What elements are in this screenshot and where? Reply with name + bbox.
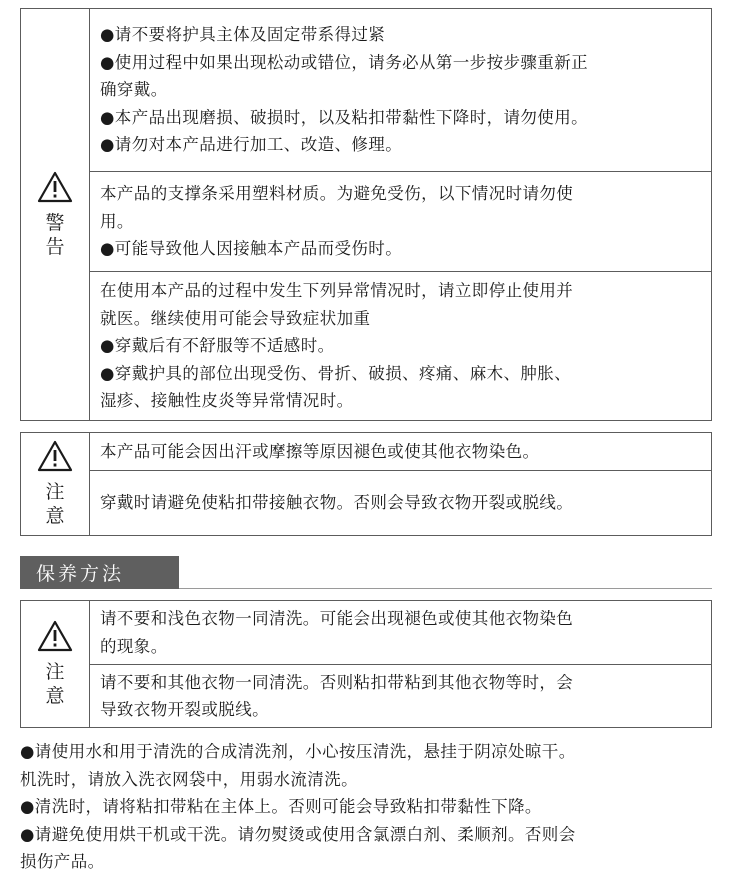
text-line: ●穿戴后有不舒服等不适感时。 (100, 336, 335, 356)
warning-cell-3 (90, 272, 711, 420)
warning-triangle-icon (37, 171, 73, 207)
text-line: ●请避免使用烘干机或干洗。请勿熨烫或使用含氯漂白剂、柔顺剂。否则会 (20, 824, 576, 844)
section-title: 保养方法 (20, 556, 179, 589)
care-caution-box (20, 600, 712, 728)
text-line: ●清洗时，请将粘扣带粘在主体上。否则可能会导致粘扣带黏性下降。 (20, 797, 542, 816)
warning-side (21, 9, 90, 420)
text-line: ●请使用水和用于清洗的合成清洗剂，小心按压清洗，悬挂于阴凉处晾干。 (20, 742, 576, 761)
section-divider (179, 588, 712, 589)
text-line: ●使用过程中如果出现松动或错位，请务必从第一步按步骤重新正 (100, 52, 588, 72)
care-caution-cell-1 (90, 601, 711, 665)
text-line: ●请不要将护具主体及固定带系得过紧 (100, 25, 386, 45)
caution-cell-1 (90, 433, 711, 471)
care-caution-side (21, 601, 90, 727)
caution-box (20, 432, 712, 536)
text-line: 的现象。 (100, 636, 168, 656)
warning-triangle-icon (37, 440, 73, 476)
care-caution-cell-2 (90, 665, 711, 727)
text-line: ●本产品出现磨损、破损时，以及粘扣带黏性下降时，请勿使用。 (100, 107, 588, 127)
text-line: 机洗时，请放入洗衣网袋中，用弱水流清洗。 (20, 769, 358, 789)
warning-box (20, 8, 712, 421)
warning-cell-1 (90, 9, 711, 172)
care-caution-label: 注意 (45, 661, 65, 707)
text-line: 请不要和其他衣物一同清洗。否则粘扣带粘到其他衣物等时，会 (100, 672, 574, 692)
text-line: ●可能导致他人因接触本产品而受伤时。 (100, 239, 403, 259)
text-line: 就医。继续使用可能会导致症状加重 (100, 308, 371, 328)
care-notes (20, 738, 720, 876)
text-line: 在使用本产品的过程中发生下列异常情况时，请立即停止使用并 (100, 281, 574, 301)
caution-label: 注意 (45, 481, 65, 527)
text-line: 用。 (100, 211, 134, 231)
text-line: 损伤产品。 (20, 852, 105, 871)
text-line: ●穿戴护具的部位出现受伤、骨折、破损、疼痛、麻木、肿胀、 (100, 363, 572, 383)
text-line: 导致衣物开裂或脱线。 (100, 700, 269, 719)
caution-side (21, 433, 90, 535)
caution-cell-2 (90, 471, 711, 535)
warning-cell-2 (90, 172, 711, 272)
text-line: 本产品可能会因出汗或摩擦等原因褪色或使其他衣物染色。 (100, 441, 540, 461)
warning-triangle-icon (37, 620, 73, 656)
text-line: 确穿戴。 (100, 80, 168, 100)
text-line: 请不要和浅色衣物一同清洗。可能会出现褪色或使其他衣物染色 (100, 609, 574, 628)
text-line: 湿疹、接触性皮炎等异常情况时。 (100, 391, 354, 411)
text-line: 穿戴时请避免使粘扣带接触衣物。否则会导致衣物开裂或脱线。 (100, 493, 574, 513)
warning-label: 警告 (45, 211, 65, 258)
text-line: ●请勿对本产品进行加工、改造、修理。 (100, 135, 403, 155)
text-line: 本产品的支撑条采用塑料材质。为避免受伤，以下情况时请勿使 (100, 184, 574, 204)
